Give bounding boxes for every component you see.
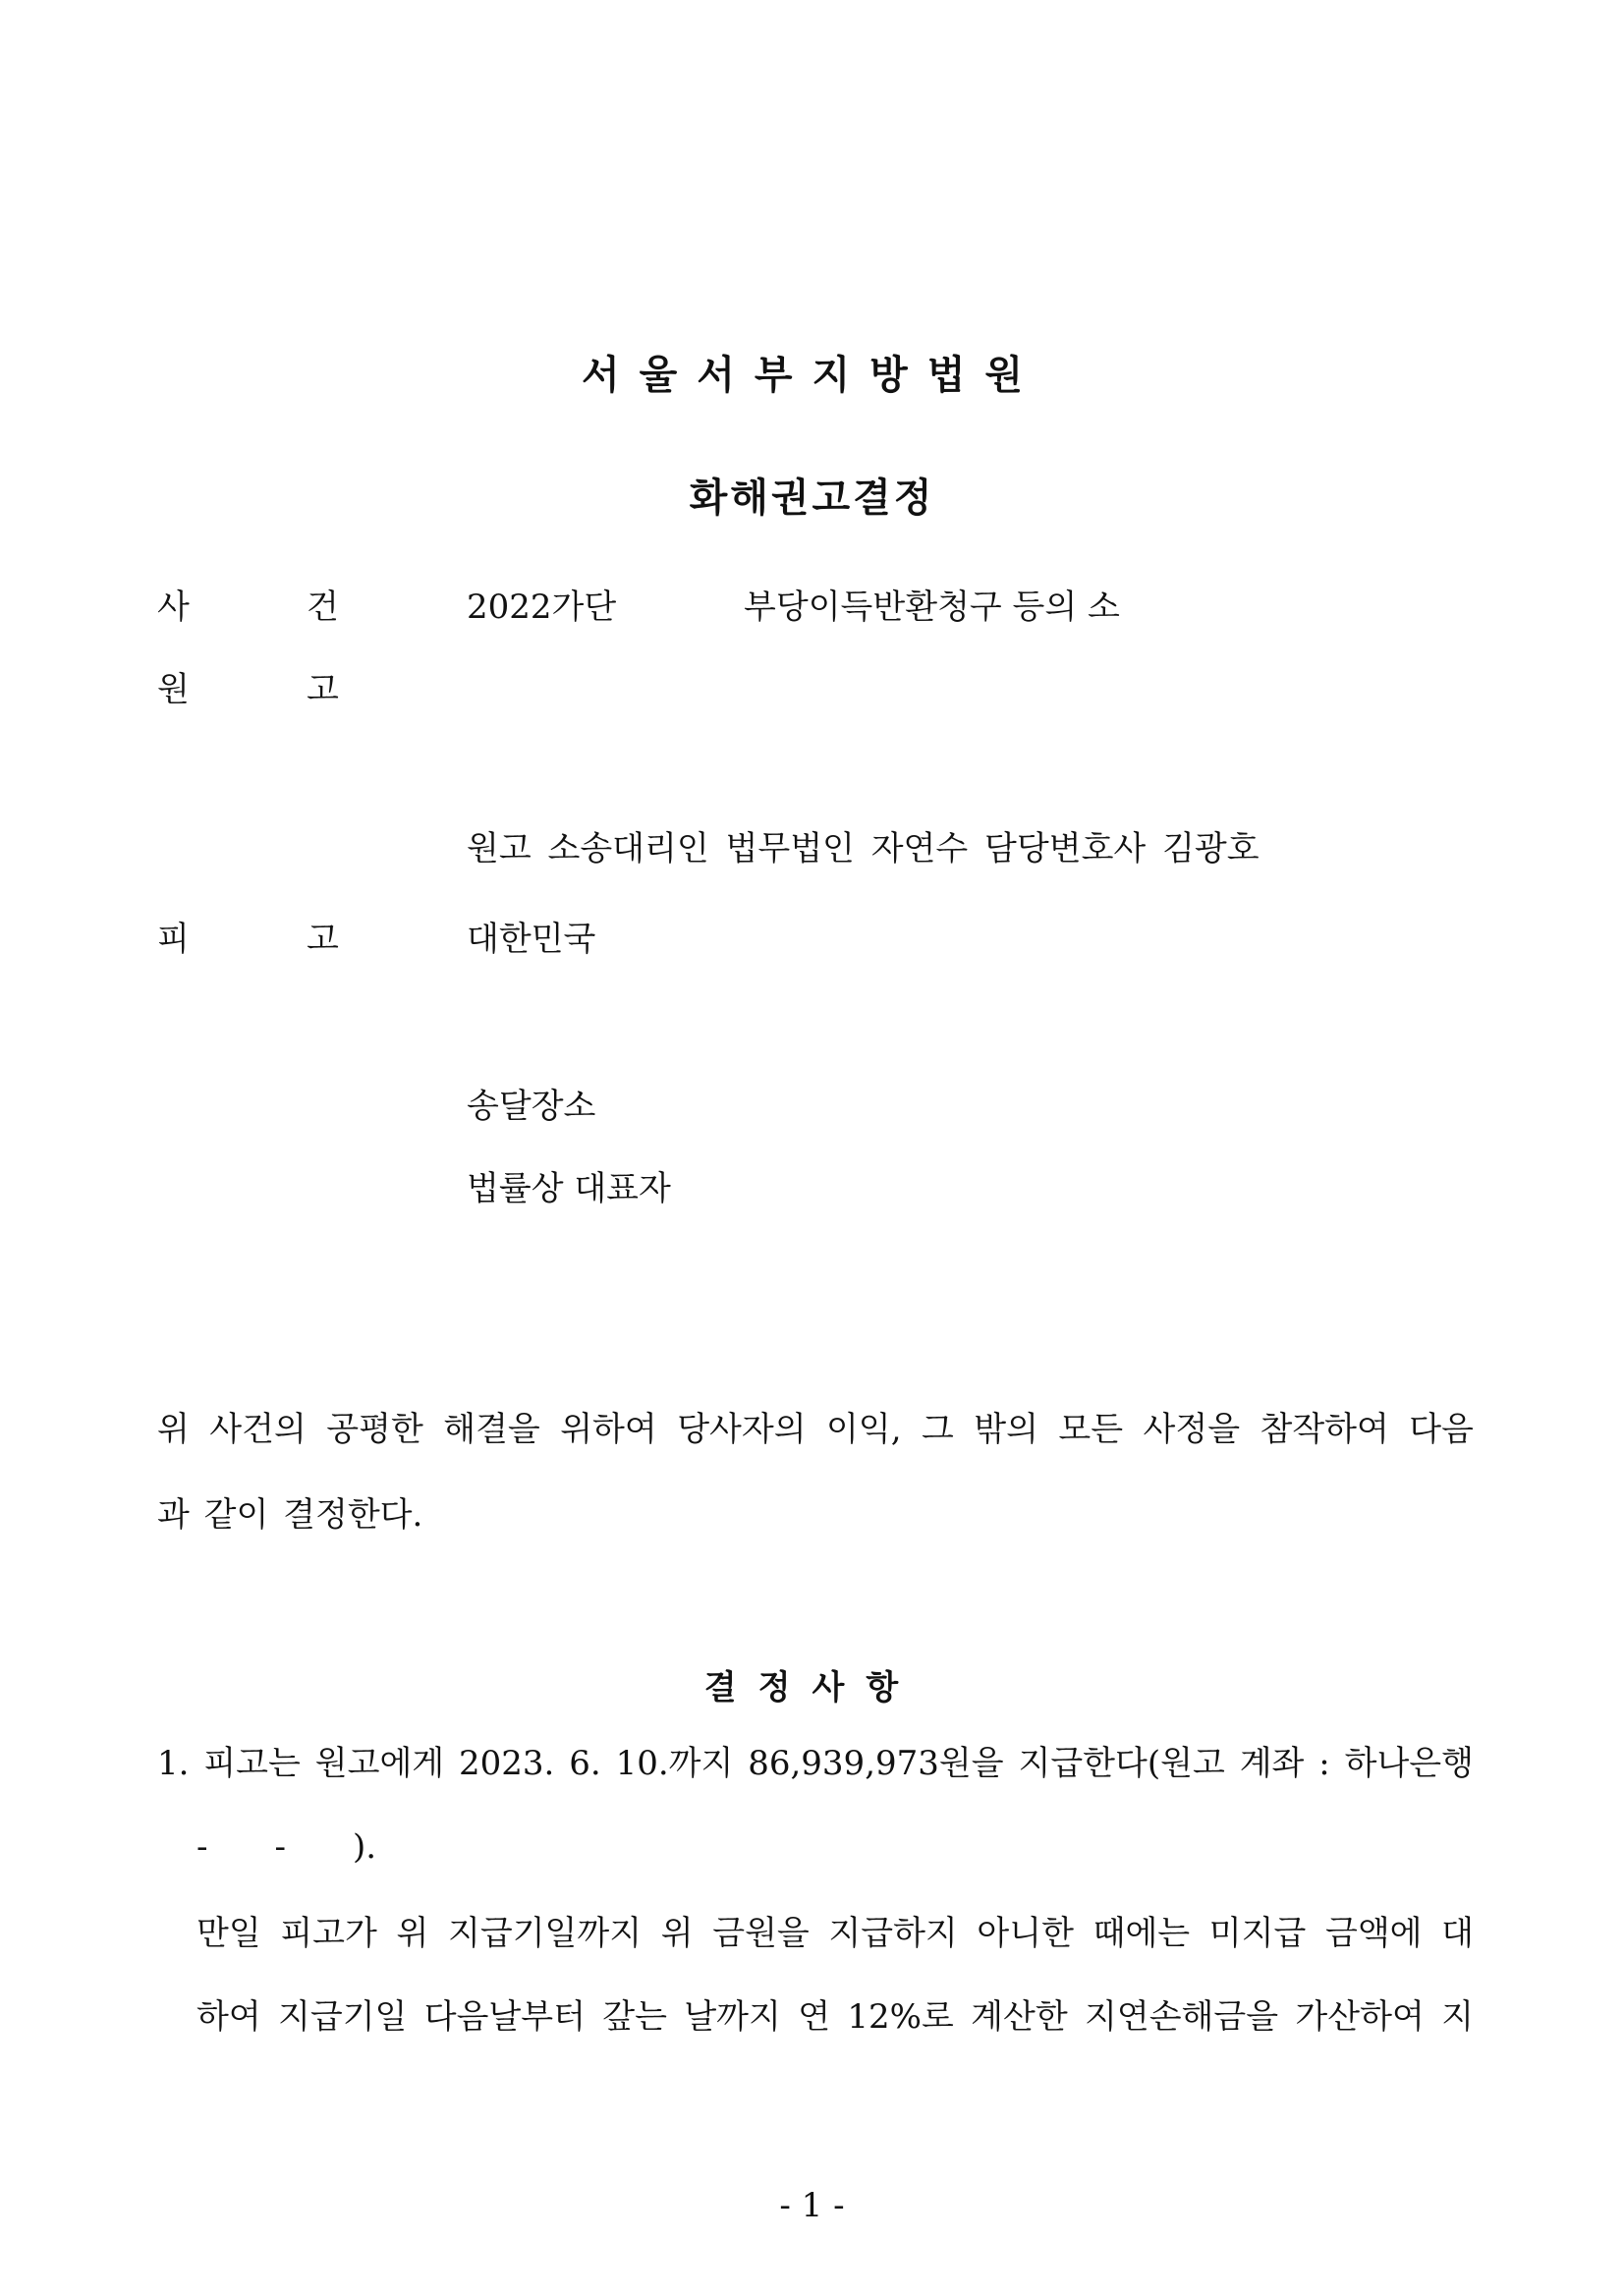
document-title: 화해권고결정: [689, 476, 935, 521]
intro-line-2: 과 같이 결정한다.: [157, 1495, 423, 1535]
page-number: - 1 -: [779, 2186, 845, 2225]
case-label-2: 건: [307, 588, 339, 627]
item-1-line-3: 만일 피고가 위 지급기일까지 위 금원을 지급하지 아니한 때에는 미지급 금액에 대: [196, 1914, 1474, 1953]
defendant-label-2: 고: [307, 920, 339, 959]
defendant-name: 대한민국: [467, 920, 596, 959]
case-label-1: 사: [157, 588, 190, 627]
case-number: 2022가단: [467, 588, 617, 627]
section-title: 결정사항: [703, 1668, 921, 1708]
service-address-label: 송달장소: [467, 1087, 596, 1126]
plaintiff-agent: 원고 소송대리인 법무법인 자연수 담당변호사 김광호: [467, 829, 1260, 868]
plaintiff-label-1: 원: [157, 670, 190, 709]
defendant-label-1: 피: [157, 920, 190, 959]
item-1-line-1: 1. 피고는 원고에게 2023. 6. 10.까지 86,939,973원을 지급한다(원고 계좌 : 하나은행: [157, 1744, 1474, 1783]
court-name: 서울서부지방법원: [581, 353, 1043, 398]
plaintiff-label-2: 고: [307, 670, 339, 709]
item-1-line-4: 하여 지급기일 다음날부터 갚는 날까지 연 12%로 계산한 지연손해금을 가산하여 지: [196, 1997, 1474, 2037]
intro-line-1: 위 사건의 공평한 해결을 위하여 당사자의 이익, 그 밖의 모든 사정을 참작하여 다음: [157, 1410, 1474, 1449]
legal-representative-label: 법률상 대표자: [467, 1169, 671, 1208]
case-name: 부당이득반환청구 등의 소: [744, 588, 1120, 627]
item-1-line-2: - - ).: [196, 1827, 377, 1867]
